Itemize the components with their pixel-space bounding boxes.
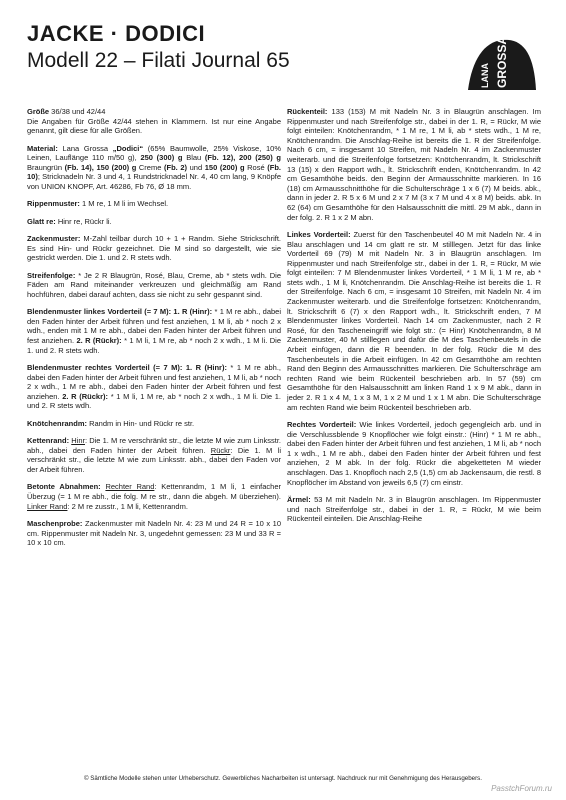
paragraph-heading: Blendenmuster rechtes Vorderteil (= 7 M): 1. R (Hinr): [27,363,227,373]
instruction-paragraph [27,234,281,263]
instruction-paragraph [27,199,281,209]
paragraph-text: Braungrün [27,162,65,172]
instruction-paragraph [27,307,281,355]
paragraph-text: 133 (153) M mit Nadeln Nr. 3 in Blaugrün anschlagen. Im Rippenmuster und nach Streifenfolge str., dabei in der 1. R, = Rückr, M wie folgt einteilen: Knötchenrandm, * 1 M re, 1 M li, ab * stets wdh., 1 M re, Knötchenrandm. Die Anschlag-Reihe ist bereits die 1. R der Streifenfolge. Nach 6 cm, = insgesamt 10 Streifen, mit Nadeln Nr. 4 im Zackenmuster weiterarb. und die Streifenfolge fortsetzen: Knötchenrandm, lt. Strickschrift 13 (15) x den Rapport wdh., lt. Strickschrift enden, Knötchenrandm. In 42 cm Gesamthöhe beids. den Beginn der Armausschnitte markieren. In 16 (18) cm Armausschnitthöhe für die Schulterschräge 1 x 6 (7) M beids. abk., dann in jeder 2. R 5 x 6 M und 2 x 7 M (3 x 7 M und 4 x 8 M) beids. abk. In 62 (64) cm Gesamthöhe für den Halsausschnitt die mittl. 29 M abk., dann in der folg. 2. R 1 x 2 M abn. [287,107,541,222]
instruction-paragraph [27,363,281,411]
paragraph-heading: (Fb. 10) [27,162,282,182]
page-title: JACKE · DODICI [27,21,206,46]
paragraph-text: : Kettenrandm, 1 M li, 1 einfacher Überzug (= 1 M re abh., die folg. M re str., dann die abgeh. M überziehen). [27,482,281,501]
instruction-paragraph [287,230,541,412]
paragraph-text: Randm in Hin- und Rückr re str. [87,418,195,428]
page-subtitle: Modell 22 – Filati Journal 65 [27,49,290,72]
paragraph-text: Zackenmuster mit Nadeln Nr. 4: 23 M und 24 R = 10 x 10 cm. Rippenmuster mit Nadeln Nr. 3, ungedehnt gemessen: 23 M und 33 R = 10 x 10 cm. [27,518,281,548]
paragraph-heading: Streifenfolge: [27,270,76,280]
paragraph-text: Zuerst für den Taschenbeutel 40 M mit Nadeln Nr. 4 in Blau anschlagen und 14 cm glatt re str. M stilllegen. Jetzt für das linke Vorderteil 69 (79) M mit Nadeln Nr. 3 in Blaugrün anschlagen. Im Rippenmuster und nach Streifenfolge str., dabei in der 1. R, = Rückr, M wie folgt einteilen: 7 M Blendenmuster linkes Vorderteil, * 1 M li, 1 M re, ab * stets wdh., 1 M li, Knötchenrandm. Die Anschlag-Reihe ist bereits die 1. R der Streifenfolge. Nach 6 cm, = insgesamt 10 Streifen, mit Nadeln Nr. 4 im Zackenmuster weiterarb. und die Streifenfolge fortsetzen: Knötchenrandm, lt. Strickschrift 6 (7) x den Rapport wdh., lt. Strickschrift enden, 7 M Blendenmuster linkes Vorderteil. Nach 14 cm Zackenmuster, nach 2 R Rosé, für den Tascheneingriff wie folgt str.: (= Hinr) Knötchenrandm, 8 M Zackenmuster, 40 M stilllegen und dafür die M des Taschenbeutels in die Arbeit einfügen, dann die R beenden. In der folg. Rückr die M des Taschenbeutels in die Arbeit einfügen. In 42 cm Gesamthöhe am rechten Rand den Beginn des Armausschnittes markieren. Die Schulterschräge am rechten Rand wie beim Rückenteil beschrieben arb. In 57 (59) cm Gesamthöhe für den Halsausschnitt am linken Rand 1 x 9 M abk., dann in jeder 2. R 1 x 4 M, 1 x 3 M, 1 x 2 M und 1 x 1 M abn. Die Schulterschräge am rechten Rand wie beim Rückenteil beschrieben arb. [287,229,541,412]
paragraph-text: 1 M re, 1 M li im Wechsel. [79,199,169,209]
paragraph-text: 36/38 und 42/44 Die Angaben für Größe 42/44 stehen in Klammern. Ist nur eine Angabe genannt, gilt diese für alle Größen. [27,107,281,136]
paragraph-heading: Maschenprobe: [27,518,83,528]
paragraph-heading: Betonte Abnahmen: [27,482,101,492]
instruction-paragraph [27,436,281,474]
paragraph-text: : 2 M re zusstr., 1 M li, Kettenrandm. [67,501,188,511]
paragraph-heading: Größe [27,107,50,116]
right-column [287,107,541,532]
underlined-term: Rückr [210,445,231,455]
instruction-paragraph [27,144,281,192]
paragraph-text: * 1 M li, 1 M re, ab * noch 2 x wdh., 1 M li. Die 1. und 2. R stets wdh. [27,391,281,411]
paragraph-text: (65% Baumwolle, 25% Viskose, 10% Leinen, Lauflänge 110 m/50 g), [27,143,281,163]
paragraph-text: Wie linkes Vorderteil, jedoch gegengleich arb. und in die Verschlussblende 9 Knopflöcher wie folgt einstr.: (Hinr) * 1 M re abh., dabei den Faden hinter der Arbeit führen und fest anziehen, 1 M li, ab * noch 1 x wdh., 1 M re abh., dabei den Faden hinter der Arbeit führen und fest anziehen, 2 M abk. In der folg. Rückr die abgeketteten M wieder anschlagen. Das 1. Knopfloch nach 2,5 (1,5) cm ab Jackensaum, die restl. 8 Knopflöcher im Abstand von jeweils 6,5 (7) cm einstr. [287,420,541,487]
paragraph-heading: Rechtes Vorderteil: [287,420,357,429]
paragraph-heading: Knötchenrandm: [27,418,87,428]
underlined-term: Hinr [71,436,85,446]
instruction-paragraph [287,495,541,524]
svg-text:GROSSA: GROSSA [495,35,509,88]
copyright-footer: © Sämtliche Modelle stehen unter Urheberschutz. Gewerbliches Nacharbeiten ist untersagt. Nachdruck nur mit Genehmigung des Herausgebers. [83,775,482,782]
underlined-term: Rechter Rand [105,482,155,492]
paragraph-text: Blau [182,153,205,163]
paragraph-heading: „Dodici“ [112,143,144,153]
paragraph-text: ; Stricknadeln Nr. 3 und 4, 1 Rundstricknadel Nr. 4, 40 cm lang, 9 Knöpfe von UNION KNOPF, Art. 46286, Fb 76, Ø 18 mm. [27,172,281,191]
paragraph-text: * Je 2 R Blaugrün, Rosé, Blau, Creme, ab * stets wdh. Die Fäden am Rand miteinander verkreuzen und gleichmäßig am Rand hochführen, dabei darauf achten, dass sie nicht zu sehr gespannt sind. [27,270,281,299]
instruction-paragraph [27,519,281,548]
paragraph-text: * 1 M re abh., dabei den Faden hinter der Arbeit führen und fest anziehen, 1 M li, ab * noch 2 x wdh., 1 M re abh., dabei den Faden hinter der Arbeit führen und fest anziehen. [27,363,281,401]
page-header [27,22,290,74]
paragraph-heading: (Fb. 14), 150 (200) g [64,162,137,172]
paragraph-heading: Blendenmuster linkes Vorderteil (= 7 M): 1. R (Hinr): [27,307,213,317]
paragraph-text: M-Zahl teilbar durch 10 + 1 + Randm. Siehe Strickschrift. Es sind Hin- und Rückr gezeichnet. Die M sind so dargestellt, wie sie gestrickt werden. Die 1. und 2. R stets wdh. [27,234,281,263]
left-column [27,107,281,556]
paragraph-text: : Die 1. M re verschränkt str., die letzte M wie zum Linksstr. abh., dabei den Faden hinter der Arbeit führen. [27,436,281,455]
paragraph-text: Creme [136,162,164,172]
paragraph-heading: Glatt re: [27,216,56,226]
underlined-term: Linker Rand [27,501,68,511]
instruction-paragraph [27,107,281,136]
instruction-paragraph [27,419,281,429]
paragraph-text: * 1 M li, 1 M re, ab * noch 2 x wdh., 1 M li. Die 1. und 2. R stets wdh. [27,336,281,355]
instruction-paragraph [287,420,541,487]
paragraph-heading: Rippenmuster: [27,199,80,209]
paragraph-heading: 2. R (Rückr): [76,336,122,346]
paragraph-heading: 150 (200) g [204,162,245,172]
paragraph-heading: (Fb. 2) [164,162,188,172]
paragraph-heading: (Fb. 12), 200 (250) g [204,153,281,163]
paragraph-heading: Ärmel: [287,494,311,504]
paragraph-text: Rosé [244,162,268,172]
paragraph-text: 53 M mit Nadeln Nr. 3 in Blaugrün anschlagen. Im Rippenmuster und nach Streifenfolge str., dabei in der 1. R, = Rückr, M wie beim Rückenteil einteilen. Die Anschlag-Reihe [287,494,541,524]
lana-grossa-logo [464,20,540,96]
paragraph-heading: 250 (300) g [140,153,183,163]
instruction-paragraph [27,482,281,511]
paragraph-text: und [187,162,205,172]
paragraph-heading: Linkes Vorderteil: [287,229,351,239]
svg-text:LANA: LANA [480,63,490,88]
paragraph-heading: Zackenmuster: [27,234,81,244]
instruction-paragraph [287,107,541,222]
watermark: PasstchForum.ru [491,784,552,793]
paragraph-heading: Kettenrand: [27,436,70,446]
instruction-paragraph [27,271,281,300]
paragraph-text: : Die 1. M li verschränkt str., die letzte M wie zum Linksstr. abh., dabei den Faden vor der Arbeit führen. [27,445,281,474]
paragraph-heading: Material: [27,143,58,153]
paragraph-text: * 1 M re abh., dabei den Faden hinter der Arbeit führen und fest anziehen, 1 M li, ab * noch 2 x wdh., enden mit 1 M re abh., dabei den Faden hinter der Arbeit führen und fest anziehen. [27,307,282,346]
paragraph-heading: Rückenteil: [287,107,328,116]
instruction-paragraph [27,217,281,227]
paragraph-heading: 2. R (Rückr): [62,391,109,401]
paragraph-text: Hinr re, Rückr li. [55,216,112,226]
paragraph-text: Lana Grossa [57,143,113,153]
